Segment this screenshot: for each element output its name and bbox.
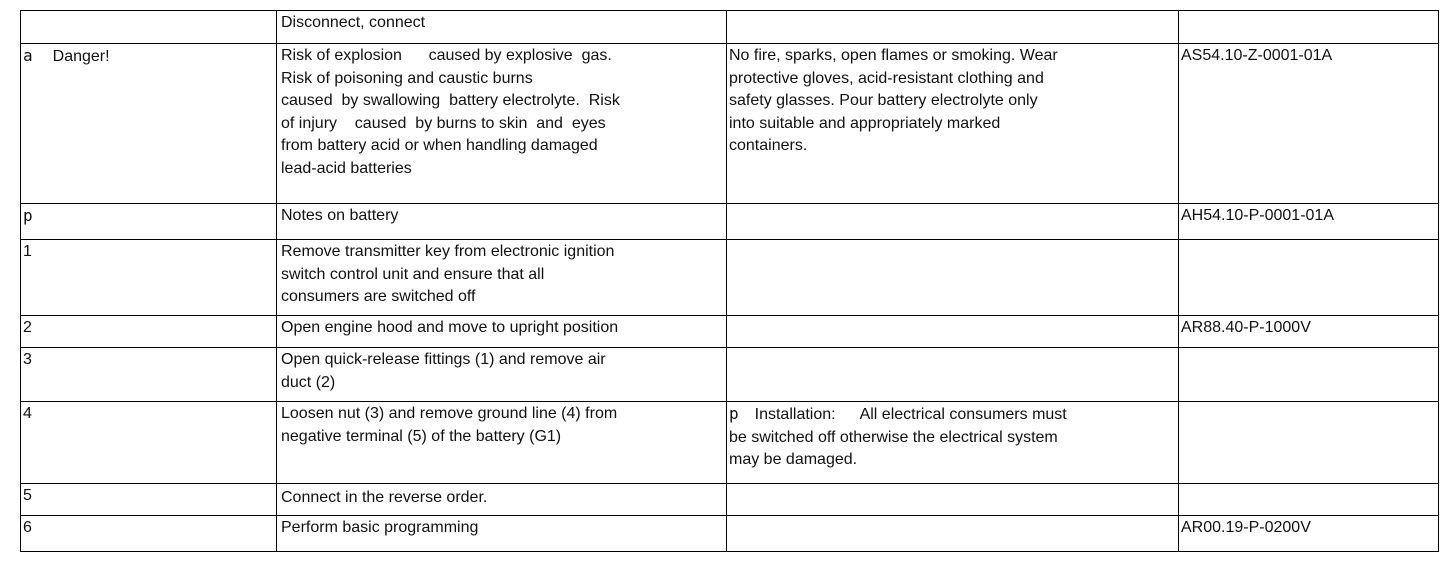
- note-text: may be damaged.: [729, 451, 858, 468]
- note-heading: [729, 403, 1176, 427]
- table-row: [21, 204, 1439, 240]
- action-text: Risk of explosion caused by explosive gas.: [281, 47, 612, 64]
- action-text: switch control unit and ensure that all: [281, 265, 545, 283]
- action-text: negative terminal (5) of the battery (G1): [281, 427, 562, 445]
- step-cell: 5: [21, 484, 277, 516]
- action-cell: [277, 44, 727, 204]
- action-text: consumers are switched off: [281, 288, 476, 305]
- step-cell: 6: [21, 516, 277, 552]
- action-text: Disconnect, connect: [281, 14, 426, 31]
- action-text: Remove transmitter key from electronic ignition: [281, 243, 615, 260]
- action-cell: [277, 516, 727, 552]
- action-cell: [277, 316, 727, 348]
- note-cell: [727, 484, 1179, 516]
- procedure-table: [20, 10, 1439, 552]
- note-text: No fire, sparks, open flames or smoking. Wear: [729, 47, 1058, 64]
- action-text: Loosen nut (3) and remove ground line (4) from: [281, 405, 618, 422]
- table-row: [21, 11, 1439, 44]
- danger-icon: a: [23, 46, 33, 65]
- table-row: [21, 316, 1439, 348]
- reference-cell: [1179, 348, 1439, 402]
- note-icon: p: [23, 206, 33, 225]
- action-cell: [277, 348, 727, 402]
- danger-label: Danger!: [52, 48, 110, 65]
- reference-cell: [1179, 484, 1439, 516]
- note-icon: p: [729, 404, 739, 423]
- table-row: [21, 240, 1439, 316]
- table-row: [21, 484, 1439, 516]
- note-text: All electrical consumers must: [859, 406, 1067, 423]
- action-text: of injury caused by burns to skin and eyes: [281, 114, 606, 132]
- action-text: Connect in the reverse order.: [281, 489, 488, 506]
- action-text: duct (2): [281, 373, 336, 391]
- table-row: [21, 348, 1439, 402]
- action-cell: [277, 11, 727, 44]
- action-text: Open quick-release fittings (1) and remove air: [281, 351, 606, 368]
- step-cell: 2: [21, 316, 277, 348]
- action-text: from battery acid or when handling damaged: [281, 137, 598, 154]
- step-cell: [21, 11, 277, 44]
- note-cell: [727, 348, 1179, 402]
- note-text: containers.: [729, 137, 808, 154]
- note-text: be switched off otherwise the electrical system: [729, 428, 1058, 446]
- note-text: into suitable and appropriately marked: [729, 114, 1001, 132]
- step-cell: 3: [21, 348, 277, 402]
- step-cell: 4: [21, 402, 277, 484]
- note-cell: [727, 402, 1179, 484]
- note-text: safety glasses. Pour battery electrolyte only: [729, 92, 1038, 109]
- table-row: [21, 44, 1439, 204]
- action-text: lead-acid batteries: [281, 159, 412, 177]
- table-row: [21, 402, 1439, 484]
- action-text: caused by swallowing battery electrolyte. Risk: [281, 92, 620, 109]
- note-cell: [727, 516, 1179, 552]
- action-text: Risk of poisoning and caustic burns: [281, 69, 533, 87]
- action-cell: [277, 402, 727, 484]
- note-cell: [727, 44, 1179, 204]
- table-row: [21, 516, 1439, 552]
- note-cell: [727, 316, 1179, 348]
- note-cell: [727, 11, 1179, 44]
- step-cell: [21, 204, 277, 240]
- action-text: Perform basic programming: [281, 519, 479, 536]
- note-text: protective gloves, acid-resistant clothing and: [729, 69, 1044, 87]
- action-text: Open engine hood and move to upright position: [281, 319, 619, 336]
- reference-cell: AR88.40-P-1000V: [1179, 316, 1439, 348]
- reference-cell: AS54.10-Z-0001-01A: [1179, 44, 1439, 204]
- action-cell: [277, 484, 727, 516]
- note-cell: [727, 240, 1179, 316]
- action-text: Notes on battery: [281, 207, 399, 224]
- step-cell: [21, 44, 277, 204]
- reference-cell: [1179, 402, 1439, 484]
- reference-cell: AR00.19-P-0200V: [1179, 516, 1439, 552]
- reference-cell: [1179, 11, 1439, 44]
- note-cell: [727, 204, 1179, 240]
- action-cell: [277, 240, 727, 316]
- installation-label: Installation:: [754, 406, 836, 423]
- action-cell: [277, 204, 727, 240]
- reference-cell: [1179, 240, 1439, 316]
- reference-cell: AH54.10-P-0001-01A: [1179, 204, 1439, 240]
- step-cell: 1: [21, 240, 277, 316]
